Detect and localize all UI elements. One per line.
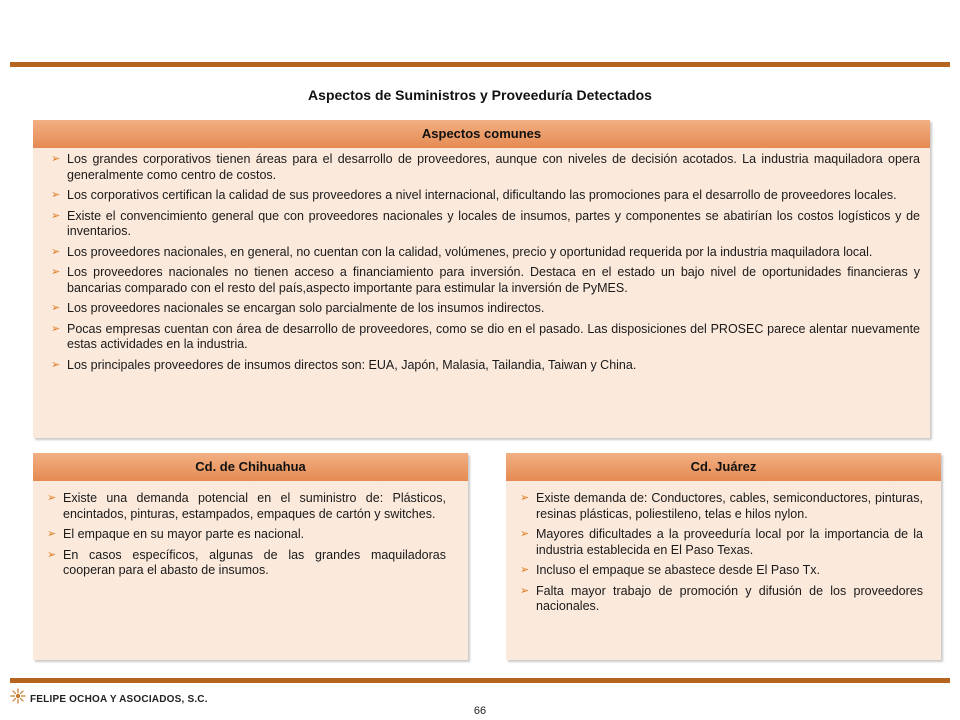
bottom-rule bbox=[10, 678, 950, 683]
page-number: 66 bbox=[473, 705, 487, 717]
arrow-bullet-icon: ➢ bbox=[520, 492, 530, 504]
arrow-bullet-icon: ➢ bbox=[520, 584, 530, 597]
page-title: Aspectos de Suministros y Proveeduría Detectados bbox=[308, 87, 652, 103]
arrow-bullet-icon: ➢ bbox=[51, 209, 61, 222]
chihuahua-panel bbox=[33, 453, 468, 660]
top-rule bbox=[10, 62, 950, 67]
list-item: ➢ Los corporativos certifican la calidad de sus proveedores a nivel internacional, dificultando las promociones para el desarrollo de proveedores locales. bbox=[51, 188, 897, 202]
juarez-header: Cd. Juárez bbox=[506, 453, 941, 481]
list-item: ➢ Existe el convencimiento general que con proveedores nacionales y locales de insumos, partes y componentes se abatirían los costos logísticos y de inventarios. bbox=[51, 208, 920, 238]
list-item: ➢ Los proveedores nacionales no tienen acceso a financiamiento para inversión. Destaca en el estado un bajo nivel de oportunidades financieras y bancarias comparado con el resto del país,aspecto importante para estimular la inversión de PyMES. bbox=[51, 265, 920, 295]
arrow-bullet-icon: ➢ bbox=[51, 153, 61, 165]
arrow-bullet-icon: ➢ bbox=[47, 548, 57, 561]
company-name: FELIPE OCHOA Y ASOCIADOS, S.C. bbox=[30, 694, 208, 705]
sunburst-logo-icon bbox=[10, 688, 26, 704]
chihuahua-header: Cd. de Chihuahua bbox=[33, 453, 468, 481]
list-item: ➢ El empaque en su mayor parte es nacional. bbox=[47, 527, 305, 541]
arrow-bullet-icon: ➢ bbox=[51, 302, 61, 314]
chihuahua-list bbox=[47, 491, 446, 579]
list-item: ➢ Incluso el empaque se abastece desde El Paso Tx. bbox=[520, 563, 820, 577]
list-item: ➢ Mayores dificultades a la proveeduría local por la importancia de la industria establecida en El Paso Texas. bbox=[520, 527, 923, 557]
list-item: ➢ Los proveedores nacionales, en general, no cuentan con la calidad, volúmenes, precio y oportunidad requerida por la industria maquiladora local. bbox=[51, 244, 873, 259]
arrow-bullet-icon: ➢ bbox=[51, 266, 61, 278]
arrow-bullet-icon: ➢ bbox=[47, 492, 57, 504]
list-item: ➢ Existe demanda de: Conductores, cables, semiconductores, pinturas, resinas plásticas, poliestileno, telas e hilos nylon. bbox=[520, 491, 923, 521]
list-item: ➢ Los principales proveedores de insumos directos son: EUA, Japón, Malasia, Tailandia, Taiwan y China. bbox=[51, 357, 637, 372]
list-item: ➢ Falta mayor trabajo de promoción y difusión de los proveedores nacionales. bbox=[520, 583, 923, 613]
juarez-panel bbox=[506, 453, 941, 660]
list-item: ➢ Pocas empresas cuentan con área de desarrollo de proveedores, como se dio en el pasado. Las disposiciones del PROSEC parece alentar nuevamente estas actividades en la industria. bbox=[51, 321, 920, 351]
arrow-bullet-icon: ➢ bbox=[520, 528, 530, 540]
common-aspects-panel bbox=[33, 120, 930, 438]
list-item: ➢ Los proveedores nacionales se encargan solo parcialmente de los insumos indirectos. bbox=[51, 301, 545, 315]
arrow-bullet-icon: ➢ bbox=[51, 189, 61, 201]
arrow-bullet-icon: ➢ bbox=[51, 245, 61, 258]
common-aspects-list bbox=[51, 152, 920, 373]
list-item: ➢ Existe una demanda potencial en el suministro de: Plásticos, encintados, pinturas, estampados, empaques de cartón y switches. bbox=[47, 491, 446, 521]
list-item: ➢ Los grandes corporativos tienen áreas para el desarrollo de proveedores, aunque con niveles de decisión acotados. La industria maquiladora opera generalmente como centro de costos. bbox=[51, 152, 920, 182]
list-item: ➢ En casos específicos, algunas de las grandes maquiladoras cooperan para el abasto de insumos. bbox=[47, 547, 446, 577]
arrow-bullet-icon: ➢ bbox=[51, 358, 61, 371]
arrow-bullet-icon: ➢ bbox=[47, 528, 57, 540]
juarez-list bbox=[520, 491, 923, 615]
common-aspects-header: Aspectos comunes bbox=[33, 120, 930, 148]
arrow-bullet-icon: ➢ bbox=[51, 322, 61, 335]
arrow-bullet-icon: ➢ bbox=[520, 564, 530, 576]
